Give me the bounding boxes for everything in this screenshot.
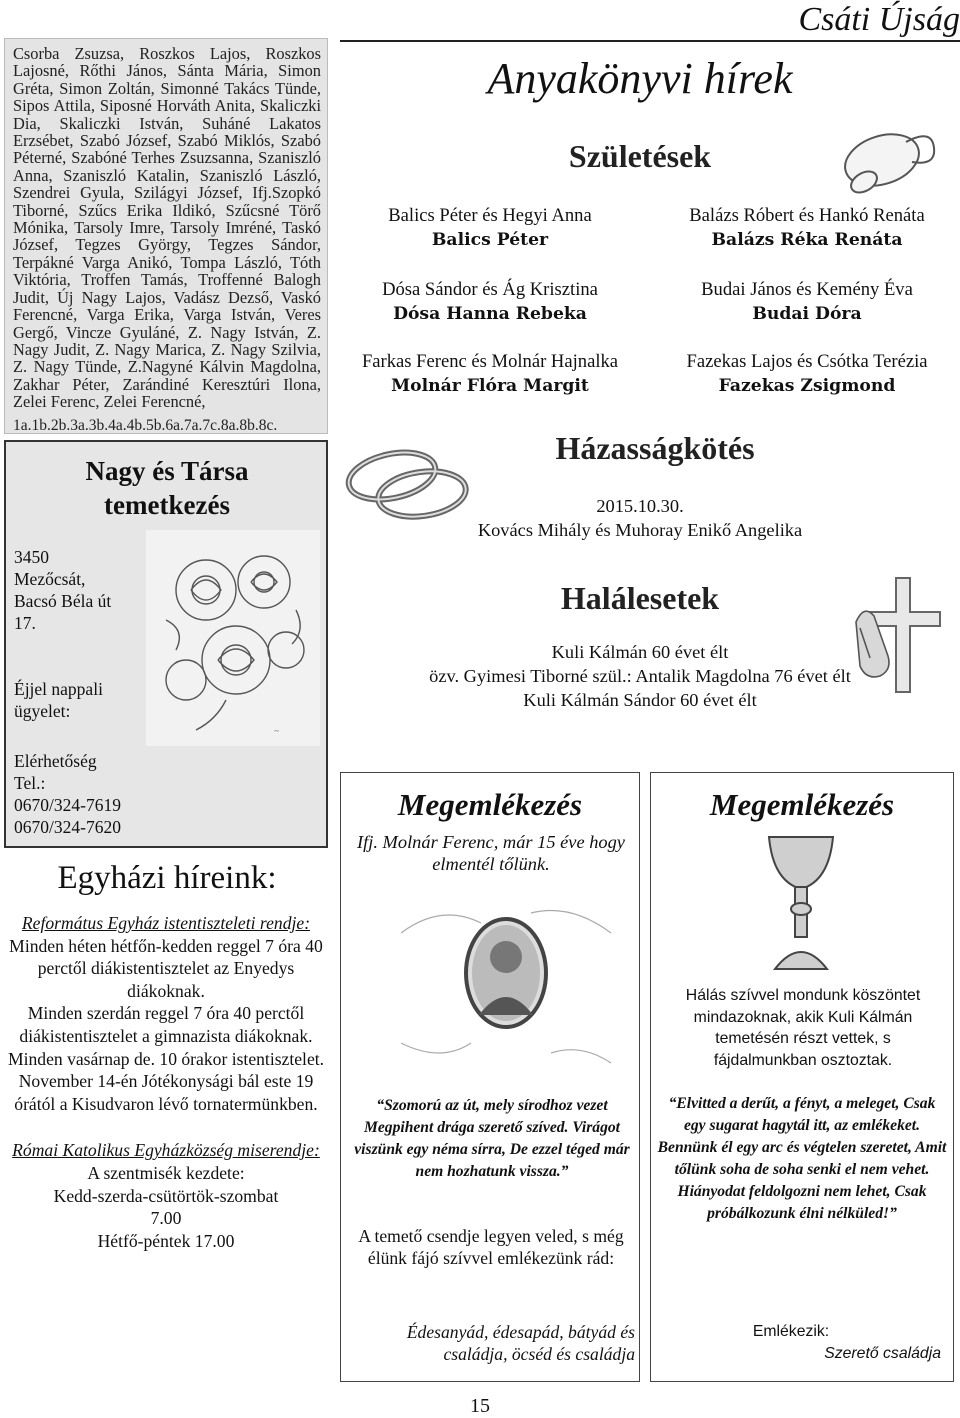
death-entry: özv. Gyimesi Tiborné szül.: Antalik Magdolna 76 évet élt [429, 666, 851, 686]
contact-line: Elérhetőség [14, 751, 97, 771]
birth-entry [657, 204, 957, 252]
pacifier-icon [820, 120, 940, 210]
address-line: 3450 [14, 547, 49, 567]
remembrance-label: Emlékezik: [752, 1323, 830, 1340]
birth-child: Balázs Réka Renáta [711, 230, 903, 250]
church-news-body [4, 912, 328, 1252]
deaths-list [330, 640, 950, 712]
marriage-date: 2015.10.30. [596, 496, 684, 516]
roses-illustration [146, 530, 320, 746]
funeral-service-title: Nagy és Társa temetkezés [85, 456, 249, 520]
catholic-line: A szentmisék kezdete: [87, 1162, 245, 1183]
donor-names-box [4, 38, 328, 434]
chalice-icon [761, 829, 841, 979]
address-line: Bacsó Béla út [14, 591, 112, 611]
marriage-title: Házasságkötés [555, 430, 755, 466]
birth-entry [340, 278, 640, 326]
reformed-line: Minden vasárnap de. 10 órakor istentisztelet. [7, 1048, 325, 1069]
portrait-photo [401, 893, 611, 1073]
memorial-signature: Édesanyád, édesapád, bátyád és családja, öcséd és családja [406, 1322, 635, 1364]
catholic-line: 7.00 [150, 1208, 182, 1229]
deaths-title: Halálesetek [560, 580, 720, 616]
births-title: Születések [568, 138, 712, 174]
catholic-heading: Római Katolikus Egyházközség miserendje: [12, 1140, 320, 1161]
reformed-line: Minden héten hétfőn-kedden reggel 7 óra 40 perctől diákistentisztelet az Enyedys diákoknak. [9, 935, 323, 1001]
birth-parents: Farkas Ferenc és Molnár Hajnalka [361, 351, 619, 372]
memorial-title: Megemlékezés [709, 787, 895, 822]
donor-names-code: 1a.1b.2b.3a.3b.4a.4b.5b.6a.7a.7c.8a.8b.8c. [13, 416, 278, 434]
memorial-left-box [340, 772, 640, 1382]
catholic-line: Kedd-szerda-csütörtök-szombat [53, 1185, 279, 1206]
reformed-line: November 14-én Jótékonysági bál este 19 órától a Kisudvaron lévő tornatermünkben. [14, 1071, 318, 1114]
birth-child: Balics Péter [431, 230, 549, 250]
reformed-heading: Református Egyház istentiszteleti rendje: [21, 913, 311, 933]
memorial-right-box [650, 772, 954, 1382]
reformed-line: Minden szerdán reggel 7 óra 40 perctől diákistentisztelet a gimnazista diákoknak. [19, 1003, 313, 1046]
duty-line: Éjjel nappali [14, 679, 103, 699]
death-entry: Kuli Kálmán 60 évet élt [551, 642, 729, 662]
phone-number: 0670/324-7620 [14, 817, 121, 837]
birth-parents: Dósa Sándor és Ág Krisztina [382, 279, 598, 300]
birth-parents: Balázs Róbert és Hankó Renáta [689, 205, 925, 226]
birth-parents: Balics Péter és Hegyi Anna [388, 205, 592, 226]
svg-text:~: ~ [274, 726, 279, 736]
wedding-rings-icon [336, 432, 486, 532]
page-number: 15 [470, 1395, 490, 1417]
duty-line: ügyelet: [14, 701, 71, 721]
donor-names-text: Csorba Zsuzsa, Roszkos Lajos, Roszkos Lajosné, Rőthi János, Sánta Mária, Simon Gréta, Simon Zoltán, Simonné Takács Tünde, Sipos Attila, Siposné Horváth Anita, Skaliczki Dia, Skaliczki István, Suháné Lakatos Erzsébet, Szabó József, Szabó Miklós, Szabó Péterné, Szabóné Terhes Zsuzsanna, Szaniszló Anna, Szaniszló Katalin, Szaniszló László, Szendrei Gyula, Szilágyi József, Ifj.Szopkó Tiborné, Szűcs Erika Ildikó, Szűcsné Törő Mónika, Tarsoly Imre, Tarsoly Imréné, Taskó József, Tegzes György, Tegzes Sándor, Terpákné Varga Anikó, Tompa László, Tóth Viktória, Troffen Tamás, Troffenné Balogh Judit, Új Nagy Lajos, Vadász Dezső, Vaskó Ferencné, Varga Erika, Varga István, Veres Gergő, Vincze Gyuláné, Z. Nagy István, Z. Nagy Judit, Z. Nagy Marica, Z. Nagy Szilvia, Z. Nagy Tünde, Z.Nagyné Kálvin Magdolna, Zakhar Péter, Zarándiné Keresztúri Ilona, Zelei Ferenc, Zelei Ferencné, [13, 44, 321, 412]
birth-child: Fazekas Zsigmond [718, 376, 896, 396]
memorial-dedication: Ifj. Molnár Ferenc, már 15 éve hogy elmentél tőlünk. [357, 832, 625, 874]
address-line: 17. [14, 613, 36, 633]
church-news-title: Egyházi híreink: [57, 860, 277, 896]
birth-child: Dósa Hanna Rebeka [393, 304, 587, 324]
birth-child: Budai Dóra [752, 304, 862, 324]
death-entry: Kuli Kálmán Sándor 60 évet élt [523, 690, 757, 710]
funeral-duty [14, 678, 134, 722]
birth-entry [340, 350, 640, 398]
contact-line: Tel.: [14, 773, 46, 793]
phone-number: 0670/324-7619 [14, 795, 121, 815]
catholic-line: Hétfő-péntek 17.00 [97, 1230, 235, 1251]
funeral-address [14, 546, 134, 634]
page-title: Anyakönyvi hírek [487, 54, 793, 103]
memorial-thanks: Hálás szívvel mondunk köszöntet mindazoknak, akik Kuli Kálmán temetésén részt vettek, s fájdalmunkban osztoztak. [685, 987, 921, 1069]
memorial-text: A temető csendje legyen veled, s még élünk fájó szívvel emlékezünk rád: [358, 1226, 624, 1268]
birth-parents: Fazekas Lajos és Csótka Terézia [686, 351, 928, 372]
address-line: Mezőcsát, [14, 569, 86, 589]
funeral-service-advert [4, 440, 328, 848]
memorial-poem: “Elvitted a derűt, a fényt, a meleget, Csak egy sugarat hagytál itt, az emlékeket. Bennünk él egy arc és végtelen szeretet, Amit tőlünk soha de soha senki el nem vehet. Hiányodat feldolgozni nem lehet, Csak próbálkozunk élni nélküled!” [657, 1095, 947, 1222]
memorial-poem: “Szomorú az út, mely sírodhoz vezet Megpihent drága szerető szíved. Virágot viszünk egy néma sírra, De ezzel téged már nem hozhatunk vissza.” [354, 1097, 630, 1180]
birth-child: Molnár Flóra Margit [391, 376, 589, 396]
remembrance-signature: Szerető családja [824, 1345, 941, 1362]
masthead: Csáti Újság [798, 1, 960, 38]
header-rule [340, 40, 960, 42]
memorial-title: Megemlékezés [397, 787, 583, 822]
marriage-couple: Kovács Mihály és Muhoray Enikő Angelika [477, 520, 803, 540]
birth-entry [340, 204, 640, 252]
funeral-contact [14, 750, 164, 838]
birth-entry [657, 278, 957, 326]
birth-parents: Budai János és Kemény Éva [701, 279, 913, 300]
birth-entry [657, 350, 957, 398]
